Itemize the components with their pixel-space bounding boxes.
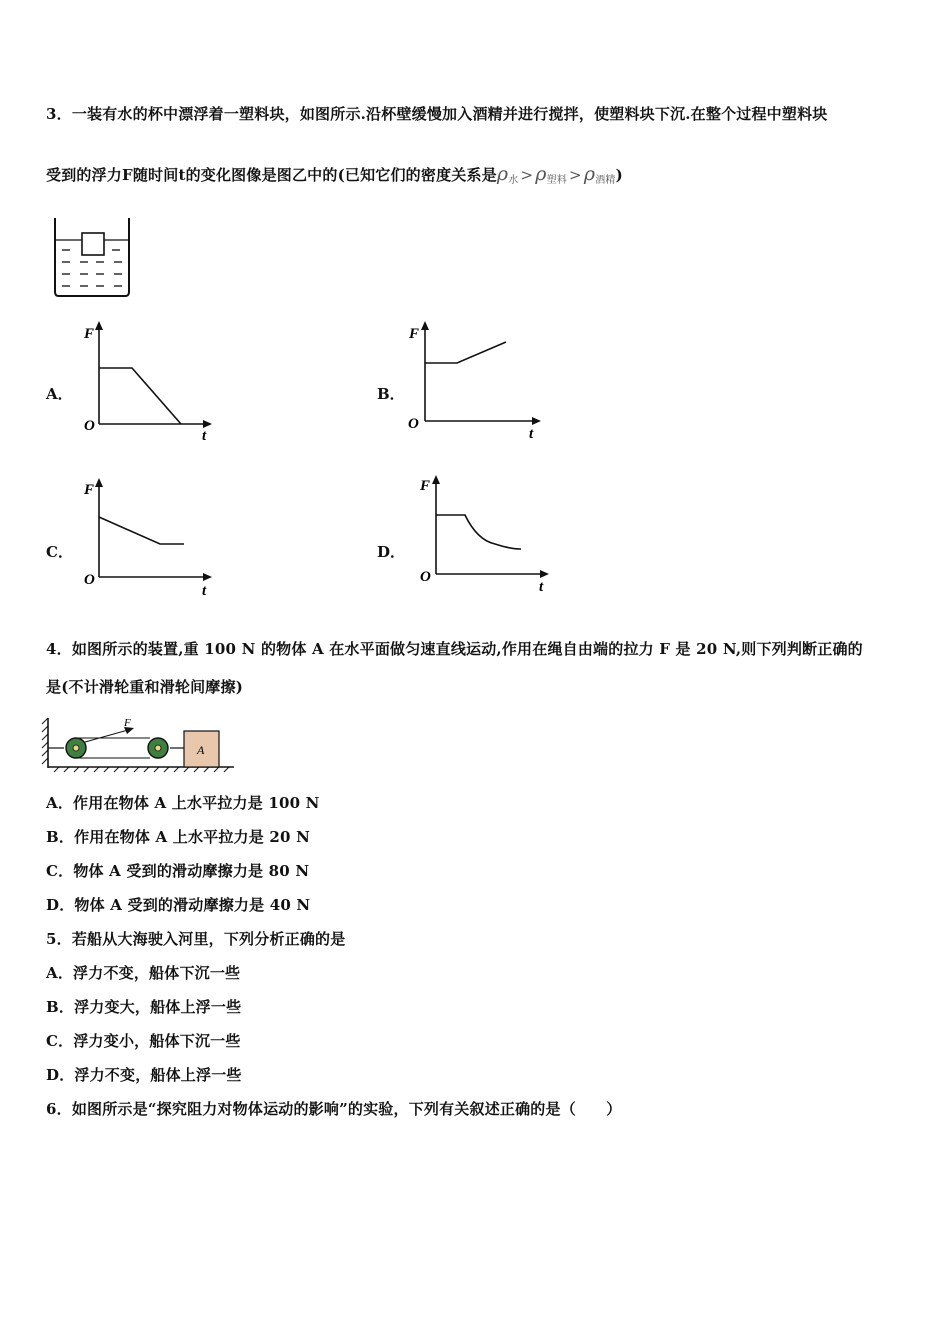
q3-option-b-graph <box>405 318 545 446</box>
svg-text:t: t <box>539 579 544 595</box>
q5-option-a: A．浮力不变，船体下沉一些 <box>46 964 241 982</box>
svg-text:F: F <box>84 482 95 498</box>
q4-option-c: C．物体 A 受到的滑动摩擦力是 80 N <box>46 862 310 880</box>
q6-stem: 6．如图所示是“探究阻力对物体运动的影响”的实验，下列有关叙述正确的是（ ） <box>46 1100 622 1118</box>
plastic-block <box>82 233 104 255</box>
q5-option-d: D．浮力不变，船体上浮一些 <box>46 1066 242 1084</box>
q3-stem-line1: 3．一装有水的杯中漂浮着一塑料块，如图所示.沿杯壁缓慢加入酒精并进行搅拌，使塑料块下沉.在整个过程中塑料块 <box>46 105 828 123</box>
svg-text:F: F <box>409 326 420 342</box>
svg-text:O: O <box>84 418 95 434</box>
svg-text:t: t <box>202 583 207 599</box>
svg-text:O: O <box>84 572 95 588</box>
q3-option-a-label: A． <box>46 385 73 403</box>
q4-stem-line2: 是(不计滑轮重和滑轮间摩擦) <box>46 678 243 696</box>
q3-option-b-label: B． <box>377 385 405 403</box>
q4-option-d: D．物体 A 受到的滑动摩擦力是 40 N <box>46 896 311 914</box>
svg-text:A: A <box>197 743 205 757</box>
svg-text:F: F <box>84 326 95 342</box>
q3-option-d-label: D． <box>377 543 406 561</box>
q5-option-b: B．浮力变大，船体上浮一些 <box>46 998 242 1016</box>
q3-stem-line2: 受到的浮力F随时间t的变化图像是图乙中的(已知它们的密度关系是$\rho_水 > \rho_{塑料} > \rho_{酒精}$) <box>46 163 623 186</box>
q5-stem: 5．若船从大海驶入河里，下列分析正确的是 <box>46 930 346 948</box>
svg-text:O: O <box>408 416 419 432</box>
q3-stem-text: 受到的浮力F随时间t的变化图像是图乙中的(已知它们的密度关系是 <box>46 166 497 184</box>
svg-text:F: F <box>124 717 131 729</box>
q4-option-a: A．作用在物体 A 上水平拉力是 100 N <box>46 794 320 812</box>
q3-option-a-graph <box>80 318 220 446</box>
svg-text:F: F <box>420 478 431 494</box>
svg-text:t: t <box>529 426 534 442</box>
svg-text:O: O <box>420 569 431 585</box>
density-relation: $\rho_水 > \rho_{塑料} > \rho_{酒精}$ <box>496 163 616 186</box>
q3-option-d-graph <box>415 470 555 598</box>
cup-figure <box>50 214 134 300</box>
svg-text:t: t <box>202 428 207 444</box>
q5-option-c: C．浮力变小，船体下沉一些 <box>46 1032 241 1050</box>
pulley-figure <box>40 714 240 774</box>
q4-option-b: B．作用在物体 A 上水平拉力是 20 N <box>46 828 310 846</box>
q3-option-c-graph <box>80 474 220 600</box>
q3-option-c-label: C． <box>46 543 73 561</box>
q4-stem-line1: 4．如图所示的装置,重 100 N 的物体 A 在水平面做匀速直线运动,作用在绳自由端的拉力 F 是 20 N,则下列判断正确的 <box>46 640 863 658</box>
